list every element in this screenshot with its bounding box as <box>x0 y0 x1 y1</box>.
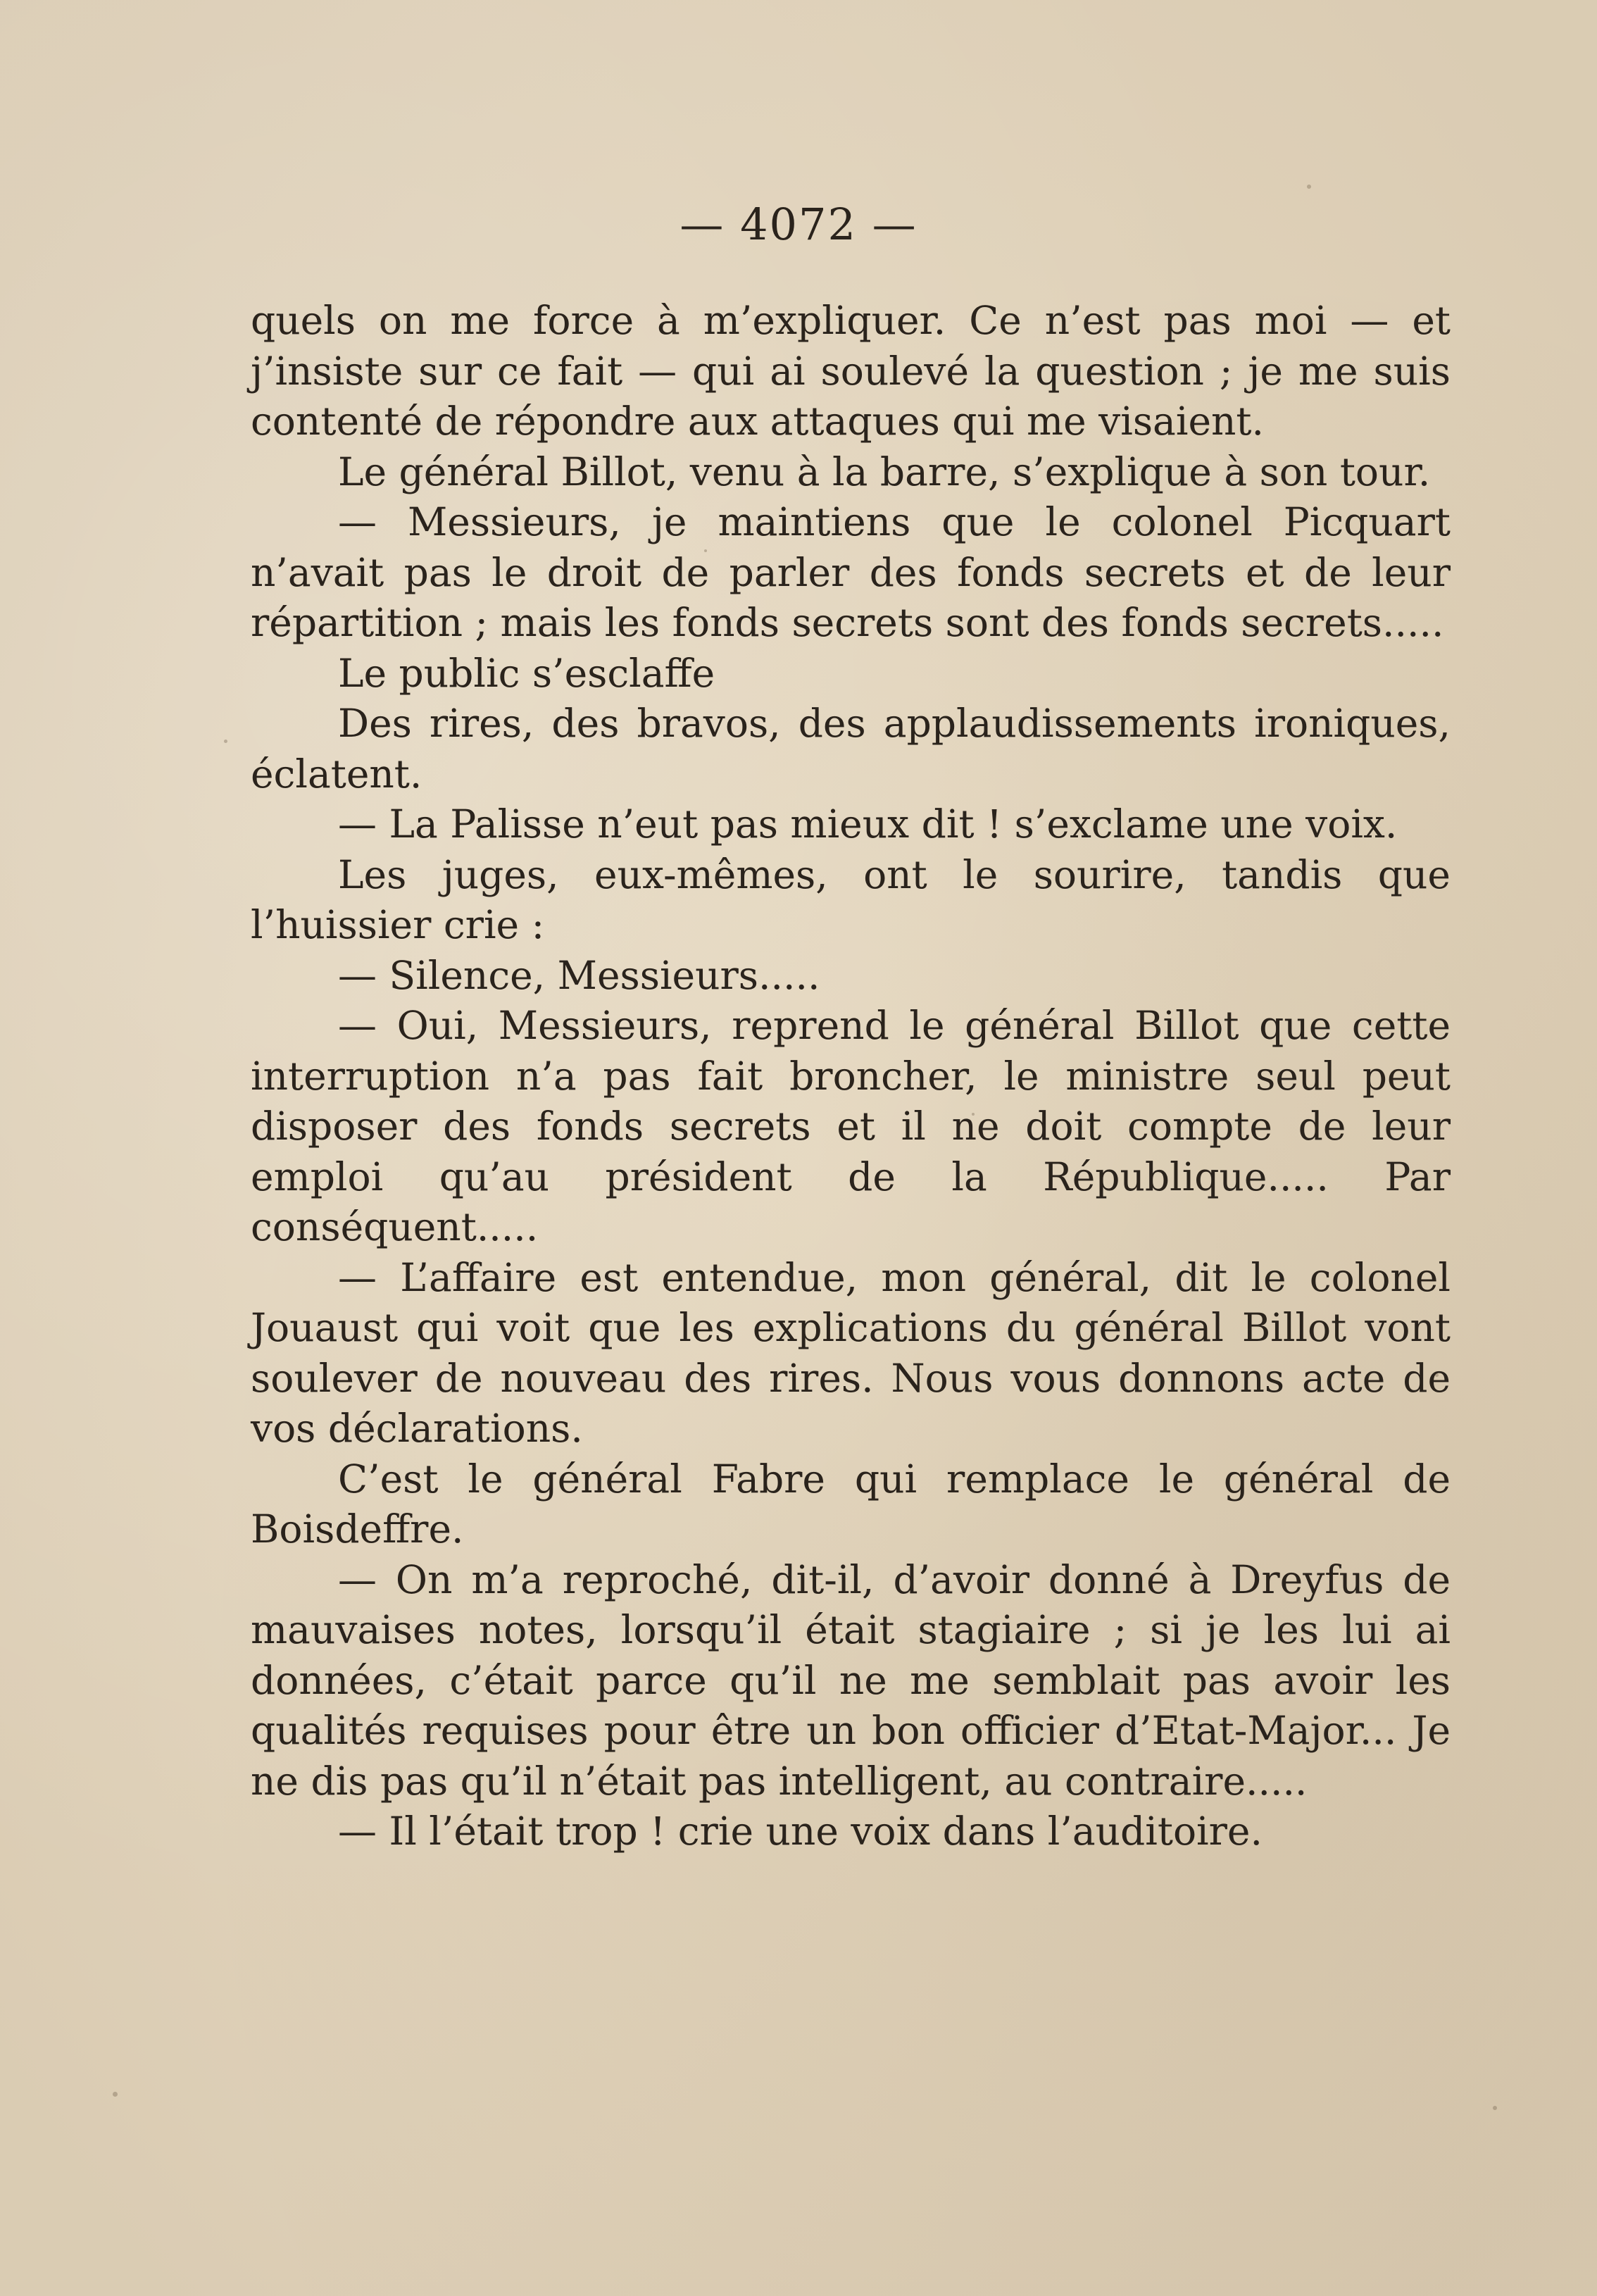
paragraph-7: Les juges, eux-mêmes, ont le sourire, tandis que l’huissier crie : <box>251 851 1451 947</box>
paragraph-6: — La Palisse n’eut pas mieux dit ! s’exclame une voix. <box>338 801 1398 847</box>
paragraph-11: C’est le général Fabre qui remplace le général de Boisdeffre. <box>251 1456 1451 1552</box>
paper-speckle <box>972 1113 975 1116</box>
paragraph-10: — L’affaire est entendue, mon général, dit le colonel Jouaust qui voit que les explications du général Billot vont soulever de nouveau des rires. Nous vous donnons acte de vos déclarations. <box>251 1254 1451 1451</box>
paragraph-13: — Il l’était trop ! crie une voix dans l’auditoire. <box>338 1809 1263 1854</box>
page-number: — 4072 — <box>679 199 918 250</box>
paper-speckle <box>1435 1373 1439 1377</box>
paragraph-1: quels on me force à m’expliquer. Ce n’est pas moi — et j’insiste sur ce fait — qui ai soulevé la question ; je me suis contenté de répondre aux attaques qui me visaient. <box>251 298 1451 444</box>
paper-speckle <box>1307 185 1311 189</box>
paper-speckle <box>224 740 227 743</box>
paragraph-12: — On m’a reproché, dit-il, d’avoir donné à Dreyfus de mauvaises notes, lorsqu’il était stagiaire ; si je les lui ai données, c’était parce qu’il ne me semblait pas avoir les qualités requises pour être un bon officier d’Etat-Major... Je ne dis pas qu’il n’était pas intelligent, au contraire..... <box>251 1556 1451 1804</box>
paper-speckle <box>1493 2106 1497 2110</box>
paragraph-4: Le public s’esclaffe <box>338 650 715 696</box>
paragraph-2: Le général Billot, venu à la barre, s’explique à son tour. <box>338 449 1431 494</box>
paragraph-8: — Silence, Messieurs..... <box>338 952 820 998</box>
body-text <box>251 296 1451 1857</box>
paper-speckle <box>113 2092 118 2097</box>
paragraph-5: Des rires, des bravos, des applaudissements ironiques, éclatent. <box>251 701 1451 797</box>
paper-speckle <box>704 549 707 552</box>
paragraph-9: — Oui, Messieurs, reprend le général Billot que cette interruption n’a pas fait broncher, le ministre seul peut disposer des fonds secrets et il ne doit compte de leur emploi qu’au président de la République..... Par conséquent..... <box>251 1003 1451 1249</box>
paragraph-3: — Messieurs, je maintiens que le colonel Picquart n’avait pas le droit de parler des fonds secrets et de leur répartition ; mais les fonds secrets sont des fonds secrets..... <box>251 499 1451 645</box>
